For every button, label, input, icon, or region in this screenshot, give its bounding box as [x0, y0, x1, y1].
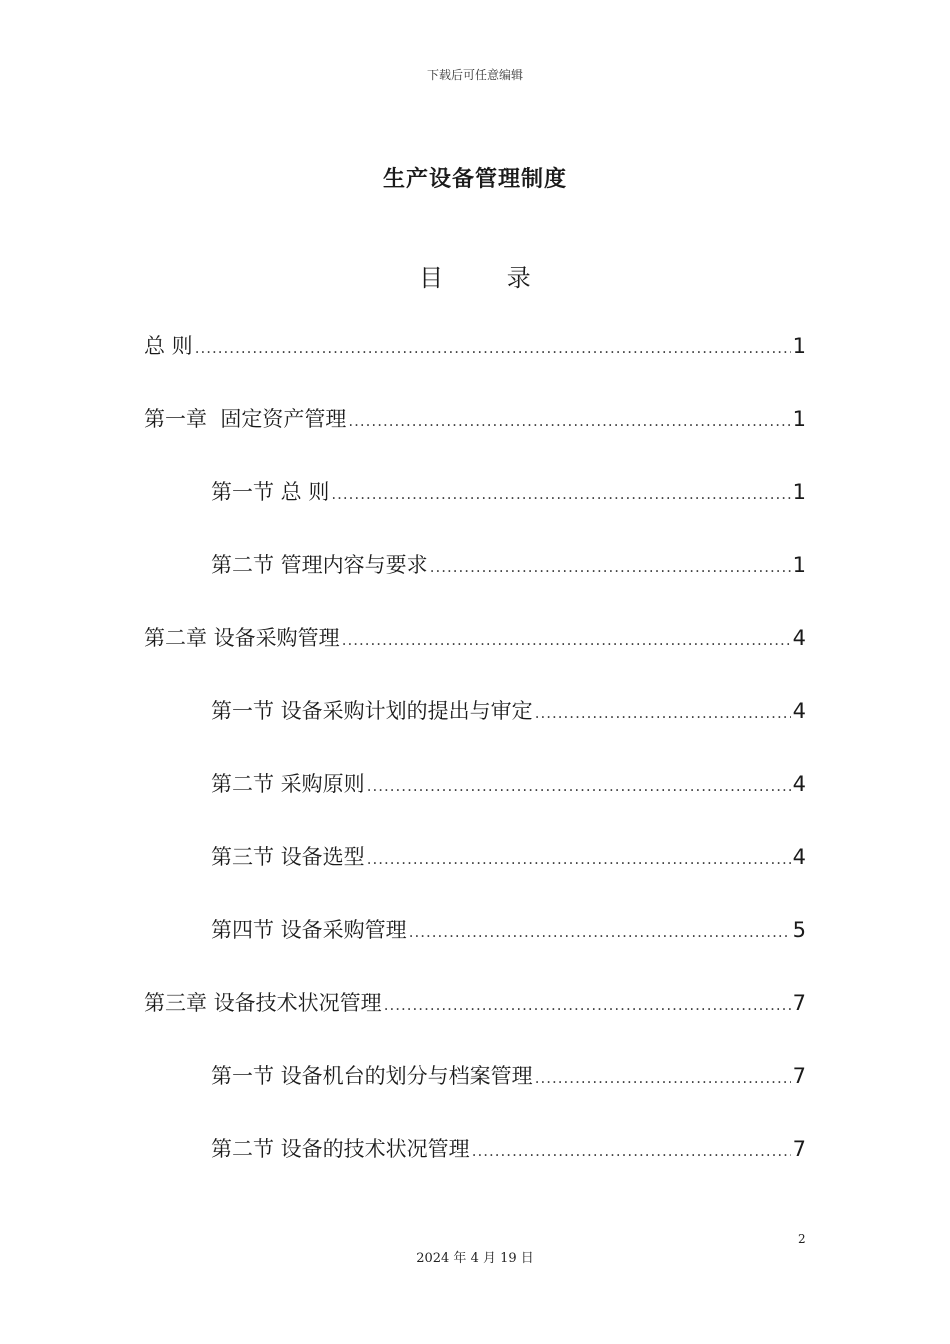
toc-entry-label: 第四节 设备采购管理: [211, 918, 407, 942]
toc-entry[interactable]: [211, 1057, 806, 1095]
toc-entry[interactable]: [144, 984, 806, 1022]
toc-entry[interactable]: [144, 400, 806, 438]
toc-entry-label: 第二节 管理内容与要求: [211, 553, 428, 577]
toc-entry[interactable]: [211, 765, 806, 803]
toc-entry-page: 1: [792, 480, 806, 504]
toc-entry[interactable]: [211, 692, 806, 730]
page-number: 2: [798, 1232, 806, 1246]
toc-leader-dots: [384, 986, 791, 1024]
toc-leader-dots: [195, 329, 791, 367]
toc-entry-label: 总 则: [144, 334, 193, 358]
toc-entry[interactable]: [211, 911, 806, 949]
toc-entry[interactable]: [211, 1130, 806, 1168]
toc-entry-page: 7: [792, 991, 806, 1015]
footer-date: 2024 年 4 月 19 日: [416, 1251, 534, 1266]
toc-entry-label: 第二节 采购原则: [211, 772, 365, 796]
toc-leader-dots: [367, 767, 791, 805]
toc-entry-label: 第三节 设备选型: [211, 845, 365, 869]
toc-entry-page: 4: [792, 845, 806, 869]
toc-entry-label: 第一节 总 则: [211, 480, 330, 504]
toc-entry-page: 4: [792, 626, 806, 650]
toc-entry[interactable]: [144, 619, 806, 657]
toc-entry-label: 第三章 设备技术状况管理: [144, 991, 382, 1015]
toc-entry[interactable]: [211, 546, 806, 584]
toc-leader-dots: [342, 621, 791, 659]
toc-leader-dots: [535, 1059, 791, 1097]
toc-entry[interactable]: [211, 473, 806, 511]
toc-leader-dots: [331, 475, 790, 513]
toc-entry-page: 4: [792, 772, 806, 796]
toc-entry-label: 第一节 设备机台的划分与档案管理: [211, 1064, 533, 1088]
toc-entry-page: 4: [792, 699, 806, 723]
toc-entry-label: 第二章 设备采购管理: [144, 626, 340, 650]
toc-leader-dots: [535, 694, 791, 732]
toc-leader-dots: [367, 840, 791, 878]
page-header: 下载后可任意编辑: [426, 68, 523, 82]
toc-leader-dots: [430, 548, 791, 586]
toc-entry[interactable]: [211, 838, 806, 876]
toc-entry-page: 7: [792, 1064, 806, 1088]
toc-heading: 目 录: [419, 264, 559, 292]
toc-entry-page: 1: [792, 334, 806, 358]
toc-entry-page: 5: [792, 918, 806, 942]
toc-entry-page: 1: [792, 553, 806, 577]
toc-entry[interactable]: [144, 327, 806, 365]
toc-entry-label: 第一节 设备采购计划的提出与审定: [211, 699, 533, 723]
toc-leader-dots: [472, 1132, 791, 1170]
toc-entry-label: 第二节 设备的技术状况管理: [211, 1137, 470, 1161]
toc-leader-dots: [409, 913, 791, 951]
document-title: 生产设备管理制度: [382, 167, 567, 192]
toc-entry-page: 7: [792, 1137, 806, 1161]
toc-leader-dots: [348, 402, 790, 440]
toc-entry-label: 第一章 固定资产管理: [144, 407, 347, 431]
toc-entry-page: 1: [792, 407, 806, 431]
